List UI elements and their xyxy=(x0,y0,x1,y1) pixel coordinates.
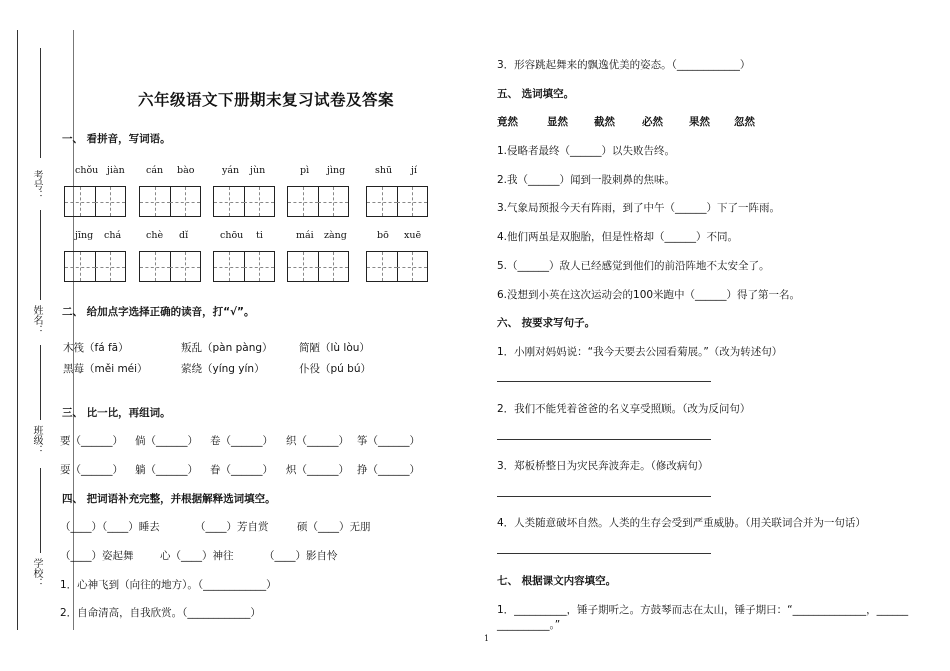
fill-sentence[interactable]: 6.没想到小英在这次运动会的100米跑中（______）得了第一名。 xyxy=(497,289,801,301)
class-line xyxy=(40,345,41,420)
label-name: 姓名： xyxy=(31,305,42,335)
pronunciation-item[interactable]: 叛乱（pàn pàng） xyxy=(181,342,273,354)
section-1-heading: 一、 看拼音，写词语。 xyxy=(62,133,171,145)
pinyin: xuē xyxy=(404,230,422,241)
writing-grid[interactable] xyxy=(139,251,201,282)
rewrite-question: 2．我们不能凭着爸爸的名义享受照顾。（改为反问句） xyxy=(497,403,751,415)
answer-line[interactable] xyxy=(497,381,711,382)
pinyin: bō xyxy=(377,230,389,241)
pinyin: mái xyxy=(296,230,314,241)
pronunciation-item[interactable]: 简陋（lù lòu） xyxy=(299,342,370,354)
section-6-heading: 六、 按要求写句子。 xyxy=(497,317,596,329)
pinyin: chè xyxy=(146,230,164,241)
word-compare-item[interactable]: 挣（______） xyxy=(357,464,420,476)
answer-line[interactable] xyxy=(497,553,711,554)
idiom-fill-item[interactable]: （____）姿起舞 xyxy=(60,550,134,562)
section-5-heading: 五、 选词填空。 xyxy=(497,88,575,100)
idiom-definition-3[interactable]: 3．形容跳起舞来的飘逸优美的姿态。（____________） xyxy=(497,59,751,71)
word-compare-item[interactable]: 炽（______） xyxy=(286,464,349,476)
writing-grid[interactable] xyxy=(213,186,275,217)
pinyin: yán xyxy=(222,165,240,176)
label-school: 学校： xyxy=(31,558,42,588)
word-choice: 截然 xyxy=(594,116,615,128)
text-fill-line-1[interactable]: 1．__________，锤子期听之。方鼓琴而志在太山，锤子期曰：“______________，______ xyxy=(497,604,909,616)
name-line xyxy=(40,210,41,300)
word-compare-item[interactable]: 倘（______） xyxy=(135,435,198,447)
fill-sentence[interactable]: 2.我（______）闻到一股刺鼻的焦味。 xyxy=(497,174,676,186)
pinyin: chōu xyxy=(220,230,244,241)
writing-grid[interactable] xyxy=(64,251,126,282)
pinyin: jùn xyxy=(250,165,266,176)
pinyin: bào xyxy=(177,165,195,176)
word-compare-item[interactable]: 要（______） xyxy=(60,435,123,447)
text-fill-line-2[interactable]: __________。” xyxy=(497,619,561,631)
id-line xyxy=(40,48,41,158)
school-line xyxy=(40,468,41,553)
idiom-definition-1[interactable]: 1．心神飞到（向往的地方）。（____________） xyxy=(60,579,277,591)
pronunciation-item[interactable]: 仆役（pú bú） xyxy=(299,363,371,375)
pinyin: chǒu xyxy=(75,165,99,176)
word-compare-item[interactable]: 筝（______） xyxy=(357,435,420,447)
idiom-fill-item[interactable]: （____）（____）睡去 xyxy=(60,521,160,533)
pinyin: jí xyxy=(411,165,417,176)
word-compare-item[interactable]: 耍（______） xyxy=(60,464,123,476)
rewrite-question: 1．小刚对妈妈说：“我今天要去公园看菊展。”（改为转述句） xyxy=(497,346,783,358)
idiom-fill-item[interactable]: 硕（____）无朋 xyxy=(297,521,371,533)
margin-line-outer xyxy=(17,30,18,630)
writing-grid[interactable] xyxy=(64,186,126,217)
writing-grid[interactable] xyxy=(366,186,428,217)
label-id: 考号： xyxy=(31,170,42,200)
rewrite-question: 4．人类随意破坏自然。人类的生存会受到严重威胁。（用关联词合并为一句话） xyxy=(497,517,866,529)
idiom-fill-item[interactable]: 心（____）神往 xyxy=(160,550,234,562)
fill-sentence[interactable]: 3.气象局预报今天有阵雨，到了中午（______）下了一阵雨。 xyxy=(497,202,781,214)
page-number: 1 xyxy=(484,634,490,643)
pinyin: jiàn xyxy=(107,165,125,176)
pinyin: cán xyxy=(146,165,164,176)
word-choice: 必然 xyxy=(642,116,663,128)
page-title: 六年级语文下册期末复习试卷及答案 xyxy=(138,91,395,109)
pinyin: ti xyxy=(256,230,263,241)
word-compare-item[interactable]: 卷（______） xyxy=(210,435,273,447)
pinyin: pì xyxy=(300,165,310,176)
pronunciation-item[interactable]: 木筏（fá fā） xyxy=(63,342,129,354)
pinyin: chá xyxy=(104,230,122,241)
section-7-heading: 七、 根据课文内容填空。 xyxy=(497,575,617,587)
word-compare-item[interactable]: 躺（______） xyxy=(135,464,198,476)
writing-grid[interactable] xyxy=(366,251,428,282)
answer-line[interactable] xyxy=(497,439,711,440)
writing-grid[interactable] xyxy=(287,186,349,217)
rewrite-question: 3．郑板桥整日为灾民奔波奔走。（修改病句） xyxy=(497,460,709,472)
word-choice: 果然 xyxy=(689,116,710,128)
section-3-heading: 三、 比一比，再组词。 xyxy=(62,407,171,419)
word-choice: 显然 xyxy=(547,116,568,128)
pronunciation-item[interactable]: 萦绕（yíng yín） xyxy=(181,363,265,375)
writing-grid[interactable] xyxy=(139,186,201,217)
word-choice: 忽然 xyxy=(734,116,755,128)
label-class: 班级： xyxy=(31,425,42,455)
fill-sentence[interactable]: 5.（______）敌人已经感觉到他们的前沿阵地不太安全了。 xyxy=(497,260,770,272)
section-2-heading: 二、 给加点字选择正确的读音，打“√”。 xyxy=(62,306,255,318)
word-compare-item[interactable]: 眷（______） xyxy=(210,464,273,476)
writing-grid[interactable] xyxy=(287,251,349,282)
idiom-definition-2[interactable]: 2．自命清高，自我欣赏。（____________） xyxy=(60,607,261,619)
answer-line[interactable] xyxy=(497,496,711,497)
writing-grid[interactable] xyxy=(213,251,275,282)
pinyin: jīng xyxy=(75,230,94,241)
pinyin: dǐ xyxy=(179,230,189,241)
pinyin: jìng xyxy=(327,165,346,176)
margin-line-inner xyxy=(73,30,74,630)
fill-sentence[interactable]: 1.侵略者最终（______）以失败告终。 xyxy=(497,145,676,157)
word-compare-item[interactable]: 织（______） xyxy=(286,435,349,447)
idiom-fill-item[interactable]: （____）芳自赏 xyxy=(195,521,269,533)
word-choice: 竟然 xyxy=(497,116,518,128)
section-4-heading: 四、 把词语补充完整，并根据解释选词填空。 xyxy=(62,493,276,505)
pronunciation-item[interactable]: 黑莓（měi méi） xyxy=(63,363,148,375)
pinyin: shū xyxy=(375,165,393,176)
pinyin: zàng xyxy=(324,230,347,241)
fill-sentence[interactable]: 4.他们两虽是双胞胎，但是性格却（______）不同。 xyxy=(497,231,739,243)
idiom-fill-item[interactable]: （____）影自怜 xyxy=(264,550,338,562)
